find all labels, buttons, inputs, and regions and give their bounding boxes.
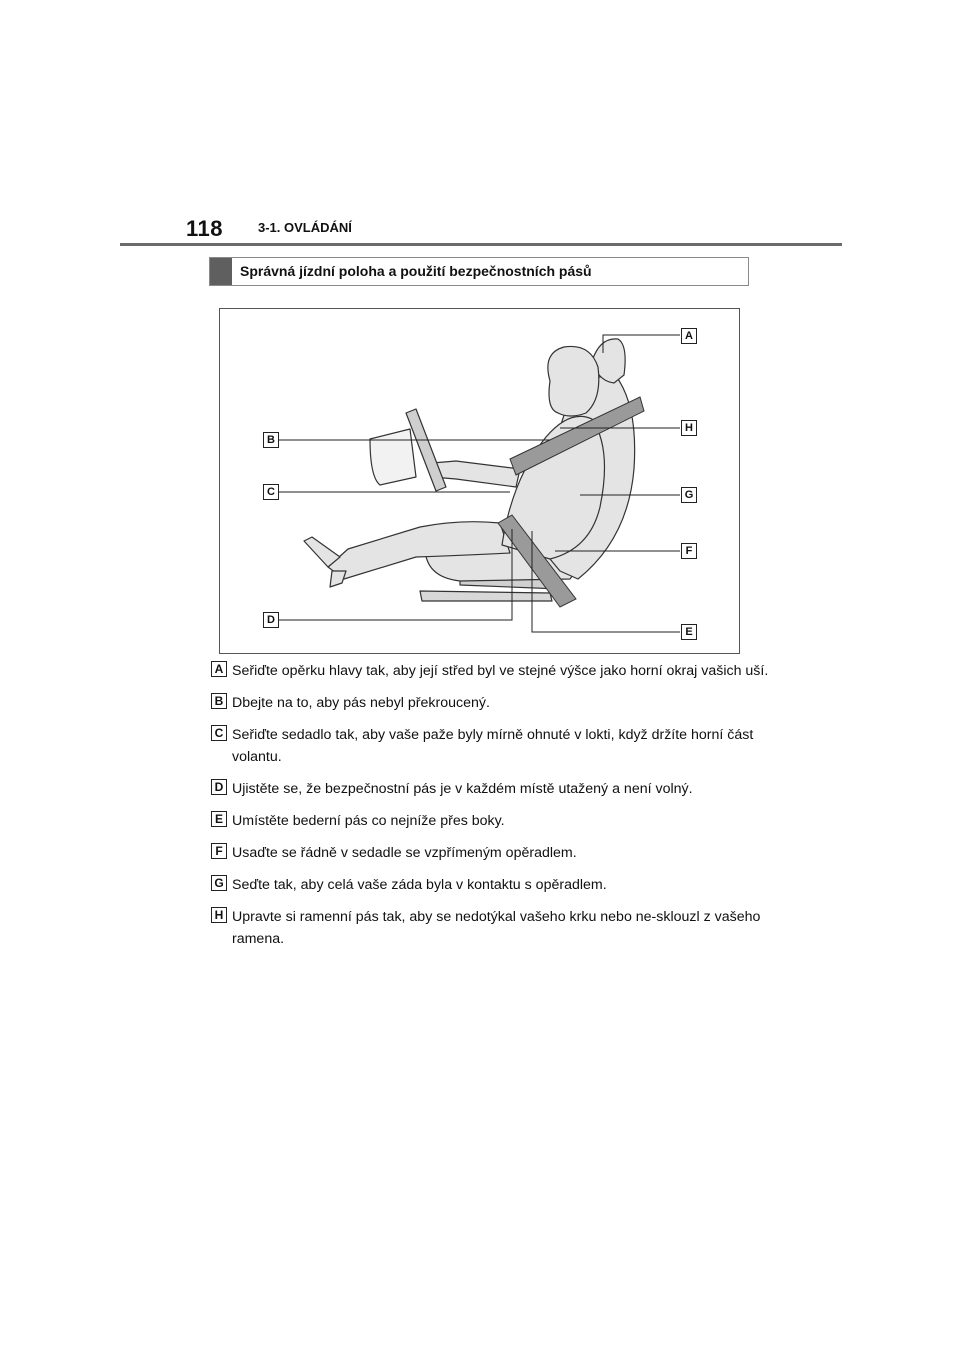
callout-g: G	[681, 487, 697, 503]
item-text: Usaďte se řádně v sedadle se vzpřímeným opěradlem.	[232, 845, 577, 861]
item-text: Seřiďte opěrku hlavy tak, aby její střed byl ve stejné výšce jako horní okraj vašich uší.	[232, 663, 769, 679]
list-item	[211, 660, 771, 682]
item-letter-badge: F	[211, 843, 227, 859]
seating-position-illustration	[219, 308, 740, 654]
item-text: Upravte si ramenní pás tak, aby se nedotýkal vašeho krku nebo ne-sklouzl z vašeho ramena.	[232, 909, 761, 947]
item-text: Seďte tak, aby celá vaše záda byla v kontaktu s opěradlem.	[232, 877, 607, 893]
list-item	[211, 810, 771, 832]
list-item	[211, 692, 771, 714]
item-text: Ujistěte se, že bezpečnostní pás je v každém místě utažený a není volný.	[232, 781, 693, 797]
callout-h: H	[681, 420, 697, 436]
page-number: 118	[186, 216, 223, 241]
title-accent-bar	[210, 258, 232, 285]
callout-e: E	[681, 624, 697, 640]
callout-f: F	[681, 543, 697, 559]
section-title-box	[209, 257, 749, 286]
item-text: Dbejte na to, aby pás nebyl překroucený.	[232, 695, 490, 711]
callout-d: D	[263, 612, 279, 628]
item-letter-badge: D	[211, 779, 227, 795]
item-letter-badge: H	[211, 907, 227, 923]
list-item	[211, 874, 771, 896]
item-letter-badge: A	[211, 661, 227, 677]
item-text: Umístěte bederní pás co nejníže přes boky.	[232, 813, 505, 829]
item-text: Seřiďte sedadlo tak, aby vaše paže byly mírně ohnuté v lokti, když držíte horní část volantu.	[232, 727, 754, 765]
callout-c: C	[263, 484, 279, 500]
list-item	[211, 778, 771, 800]
instruction-list	[211, 660, 771, 960]
item-letter-badge: B	[211, 693, 227, 709]
callout-a: A	[681, 328, 697, 344]
section-title: Správná jízdní poloha a použití bezpečnostních pásů	[240, 263, 592, 279]
header-divider	[120, 243, 842, 246]
item-letter-badge: G	[211, 875, 227, 891]
callout-b: B	[263, 432, 279, 448]
list-item	[211, 906, 771, 950]
list-item	[211, 724, 771, 768]
item-letter-badge: C	[211, 725, 227, 741]
driver-seat-drawing	[220, 309, 740, 654]
section-header: 3-1. OVLÁDÁNÍ	[258, 220, 352, 235]
item-letter-badge: E	[211, 811, 227, 827]
list-item	[211, 842, 771, 864]
